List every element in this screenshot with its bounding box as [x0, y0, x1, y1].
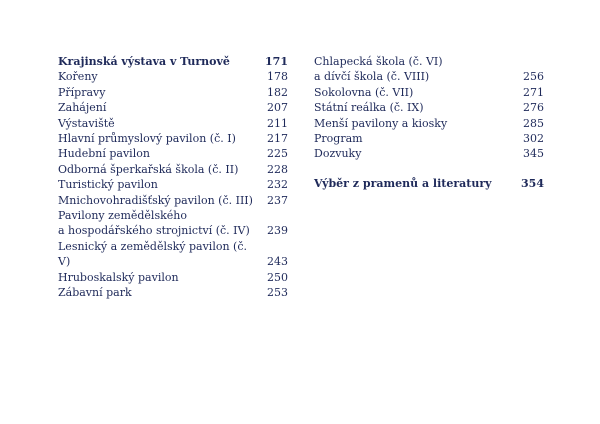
toc-entry-page: 225: [267, 147, 288, 161]
toc-entry-page: 239: [267, 224, 288, 238]
toc-entry: [314, 131, 544, 146]
toc-entry-page: 256: [523, 70, 544, 84]
toc-entry: [58, 270, 288, 285]
toc-entry: [314, 116, 544, 131]
toc-entry: [58, 285, 288, 300]
toc-entry-page: 250: [267, 270, 288, 284]
toc-entry-title: Hudební pavilon: [58, 147, 150, 161]
toc-entry: [58, 54, 288, 69]
toc-entry: [58, 100, 288, 115]
toc-entry-page: 302: [523, 132, 544, 146]
toc-entry-page: 171: [265, 55, 288, 68]
toc-column-right: [314, 54, 544, 191]
toc-entry-page: 178: [267, 70, 288, 84]
toc-entry-page: 232: [267, 178, 288, 192]
toc-entry: [314, 85, 544, 100]
toc-entry-page: 276: [523, 101, 544, 115]
toc-spacer: [314, 162, 544, 176]
toc-entry-title: Sokolovna (č. VII): [314, 85, 414, 99]
toc-entry-page: 271: [523, 85, 544, 99]
toc-entry-title: Turistický pavilon: [58, 178, 158, 192]
toc-entry-page: 182: [267, 85, 288, 99]
toc-entry-title: Státní reálka (č. IX): [314, 101, 424, 115]
toc-entry: [58, 116, 288, 131]
toc-entry-title: Pavilony zemědělského a hospodářského strojnictví (č. IV): [58, 209, 250, 238]
toc-entry-page: 354: [521, 176, 544, 190]
toc-entry-title: Lesnický a zemědělský pavilon (č. V): [58, 239, 247, 269]
toc-entry-title: Výstaviště: [58, 116, 115, 130]
toc-entry-title: Program: [314, 132, 363, 146]
toc-entry-page: 253: [267, 286, 288, 300]
toc-entry: [58, 69, 288, 84]
toc-entry-title: Přípravy: [58, 85, 106, 99]
toc-entry-title: Hlavní průmyslový pavilon (č. I): [58, 132, 236, 146]
toc-entry: [58, 162, 288, 177]
toc-entry-title: Krajinská výstava v Turnově: [58, 55, 230, 68]
toc-entry-title: Kořeny: [58, 70, 98, 84]
toc-entry-page: 237: [267, 193, 288, 207]
toc-entry-title: Hruboskalský pavilon: [58, 270, 179, 284]
toc-entry-title: Odborná šperkařská škola (č. II): [58, 162, 239, 176]
toc-entry-title: Zábavní park: [58, 286, 132, 300]
toc-entry-page: 285: [523, 116, 544, 130]
toc-entry-title: Dozvuky: [314, 147, 362, 161]
toc-entry-title: Mnichovohradišťský pavilon (č. III): [58, 193, 253, 207]
toc-entry: [58, 193, 288, 208]
toc-entry: [58, 146, 288, 161]
toc-entry-page: 217: [267, 132, 288, 146]
toc-entry-page: 211: [267, 116, 288, 130]
toc-entry: [314, 54, 544, 85]
toc-entry: [58, 85, 288, 100]
toc-entry-title: Menší pavilony a kiosky: [314, 116, 448, 130]
toc-entry-page: 345: [523, 147, 544, 161]
toc-entry-page: 207: [267, 101, 288, 115]
toc-entry: [58, 177, 288, 192]
toc-entry: [314, 146, 544, 161]
toc-entry-title: Chlapecká škola (č. VI) a dívčí škola (č. VIII): [314, 55, 443, 84]
toc-entry: [314, 176, 544, 191]
toc-entry-page: 243: [267, 255, 288, 269]
toc-entry-title: Výběr z pramenů a literatury: [314, 176, 492, 190]
toc-entry: [58, 131, 288, 146]
toc-entry: [314, 100, 544, 115]
toc-entry-title: Zahájení: [58, 101, 107, 115]
toc-entry-page: 228: [267, 162, 288, 176]
toc-entry: [58, 239, 288, 270]
toc-entry: [58, 208, 288, 239]
toc-column-left: [58, 54, 288, 301]
